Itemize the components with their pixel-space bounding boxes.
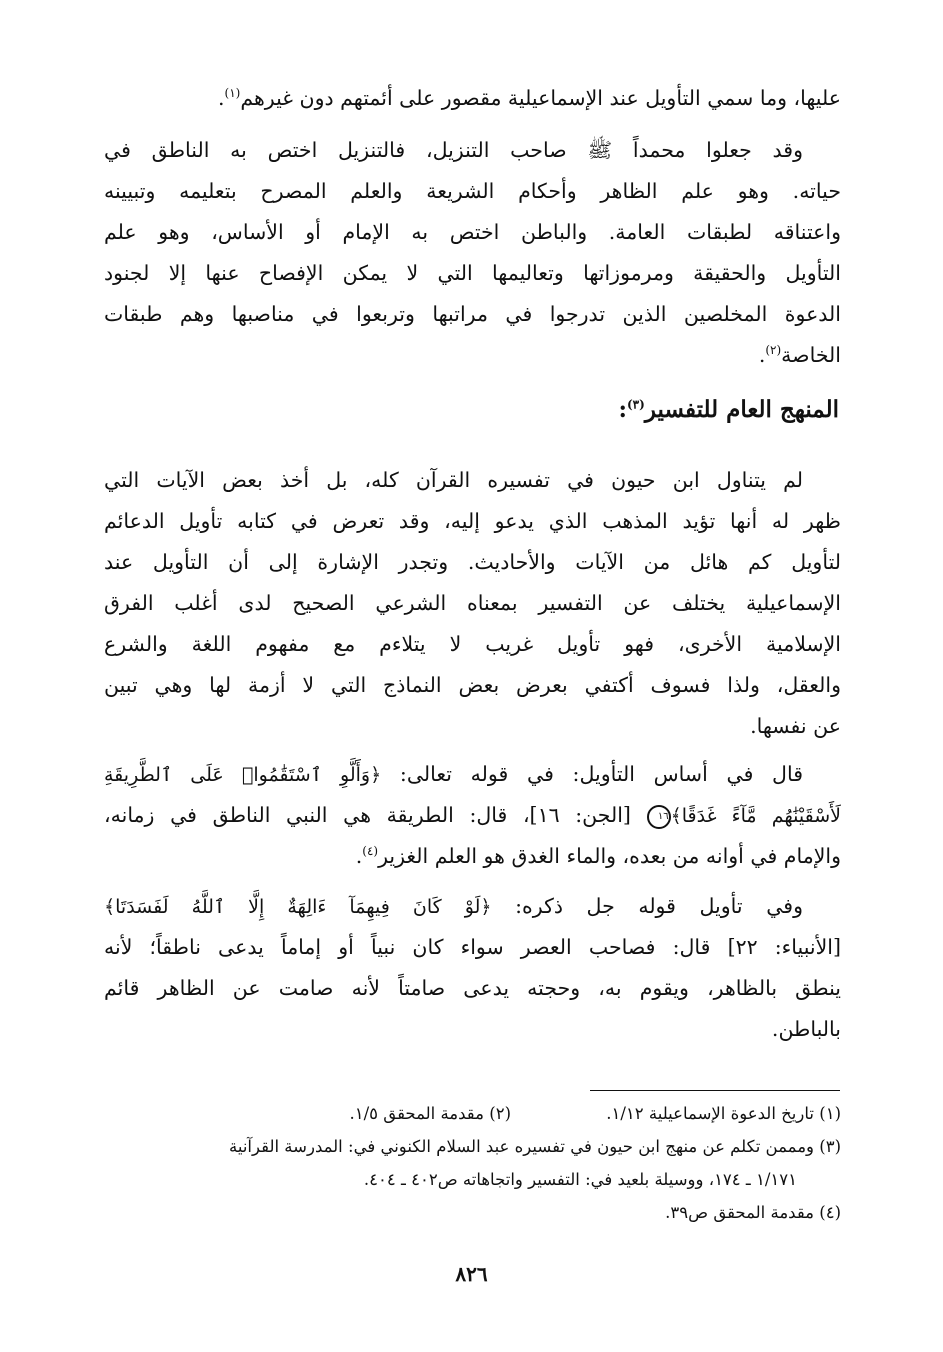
footnote-separator (590, 1090, 840, 1091)
text-line: ينطق بالظاهر، ويقوم به، وحجته يدعى صامتاً لأنه صامت عن الظاهر قائم (104, 976, 841, 1000)
section-heading (618, 396, 839, 423)
text-segment: والإمام في أوانه من بعده، والماء الغدق هو العلم الغزير (378, 844, 841, 868)
quran-verse: ﴿لَوْ كَانَ فِيهِمَآ ءَالِهَةٌ إِلَّا ٱللَّهُ لَفَسَدَتَا﴾ (104, 896, 492, 918)
text-line: لتأويل كم هائل من الآيات والأحاديث. وتجدر الإشارة إلى أن التأويل عند (104, 550, 841, 574)
footnote-4: (٤) مقدمة المحقق ص٣٩. (665, 1203, 841, 1222)
heading-colon: : (618, 396, 627, 423)
text-line: [الأنبياء: ٢٢] قال: فصاحب العصر سواء كان نبياً أو إماماً يدعى ناطقاً؛ لأنه (104, 935, 841, 959)
footnote-ref-1[interactable]: (١) (224, 86, 241, 101)
text-line (104, 836, 841, 877)
text-line: لم يتناول ابن حيون في تفسيره القرآن كله، بل أخذ بعض الآيات التي (104, 468, 803, 492)
text-line: الدعوة المخلصين الذين تدرجوا في مراتبها وتربعوا في مناصبها وهم طبقات (104, 302, 841, 326)
quran-verse: لَأَسْقَيْنَٰهُم مَّآءً غَدَقًا﴾ (670, 805, 841, 827)
quran-verse: ﴿وَأَلَّوِ ٱسْتَقَٰمُوا۟ عَلَى ٱلطَّرِيقَةِ (104, 764, 382, 786)
text-segment: . (217, 86, 225, 110)
paragraph-5 (104, 886, 841, 1050)
text-segment: قال في أساس التأويل: في قوله تعالى: (399, 762, 803, 786)
text-segment: عليها، وما سمي التأويل عند الإسماعيلية مقصور على أئمتهم دون غيرهم (240, 86, 841, 110)
paragraph-4 (104, 754, 841, 877)
footnote-2: (٢) مقدمة المحقق ١/٥. (349, 1104, 511, 1123)
footnote-1: (١) تاريخ الدعوة الإسماعيلية ١/١٢. (606, 1104, 841, 1123)
verse-number-marker: ١٦ (647, 805, 671, 829)
paragraph-2 (104, 130, 841, 376)
text-segment: . (355, 844, 363, 868)
text-line (104, 886, 841, 927)
paragraph-1 (104, 78, 841, 119)
paragraph-3 (104, 460, 841, 747)
footnote-row (101, 1097, 841, 1130)
text-segment: وفي تأويل قوله جل ذكره: (515, 894, 803, 918)
text-line: واعتناقه لطبقات العامة. والباطن اختص به الإمام أو الأساس، وهو علم (104, 220, 841, 244)
footnote-ref-4[interactable]: (٤) (362, 844, 379, 859)
text-line: ظهر له أنها تؤيد المذهب الذي يدعو إليه، وقد تعرض في كتابه تأويل الدعائم (104, 509, 841, 533)
text-segment: . (758, 343, 766, 367)
text-line: وقد جعلوا محمداً ﷺ صاحب التنزيل، فالتنزيل اختص به الناطق في (104, 138, 803, 162)
text-line (104, 795, 841, 836)
text-segment: [الجن: ١٦]، قال: الطريقة هي النبي الناطق في زمانه، (104, 803, 631, 827)
text-line: التأويل والحقيقة ومرموزاتها وتعاليمها التي لا يمكن الإفصاح عنها إلا لجنود (104, 261, 841, 285)
text-line (104, 78, 841, 119)
text-segment: الخاصة (781, 343, 841, 367)
footnotes (101, 1097, 841, 1229)
footnote-3: (٣) ومممن تكلم عن منهج ابن حيون في تفسيره عبد السلام الكنوني في: المدرسة القرآنية (229, 1137, 841, 1156)
text-line: الإسلامية الأخرى، فهو تأويل غريب لا يتلاءم مع مفهوم اللغة والشرع (104, 632, 841, 656)
text-line: عن نفسها. (750, 714, 841, 738)
footnote-3-continued: ١/١٧١ ـ ١٧٤، ووسيلة بلعيد في: التفسير واتجاهاته ص٤٠٢ ـ ٤٠٤. (363, 1170, 797, 1189)
text-line: الإسماعيلية يختلف عن التفسير بمعناه الشرعي الصحيح لدى أغلب الفرق (104, 591, 841, 615)
text-line: والعقل، ولذا فسوف أكتفي بعرض بعض النماذج التي لا أزمة لها وهي تبين (104, 673, 841, 697)
page-number: ٨٢٦ (455, 1262, 488, 1286)
heading-text: المنهج العام للتفسير (644, 396, 839, 423)
text-line: حياته. وهو علم الظاهر وأحكام الشريعة والعلم المصرح بتعليمه وتبيينه (104, 179, 841, 203)
text-line: بالباطن. (771, 1017, 841, 1041)
footnote-ref-3[interactable]: (٣) (626, 397, 645, 412)
text-line (104, 335, 841, 376)
text-line (104, 754, 841, 795)
footnote-ref-2[interactable]: (٢) (765, 343, 782, 358)
